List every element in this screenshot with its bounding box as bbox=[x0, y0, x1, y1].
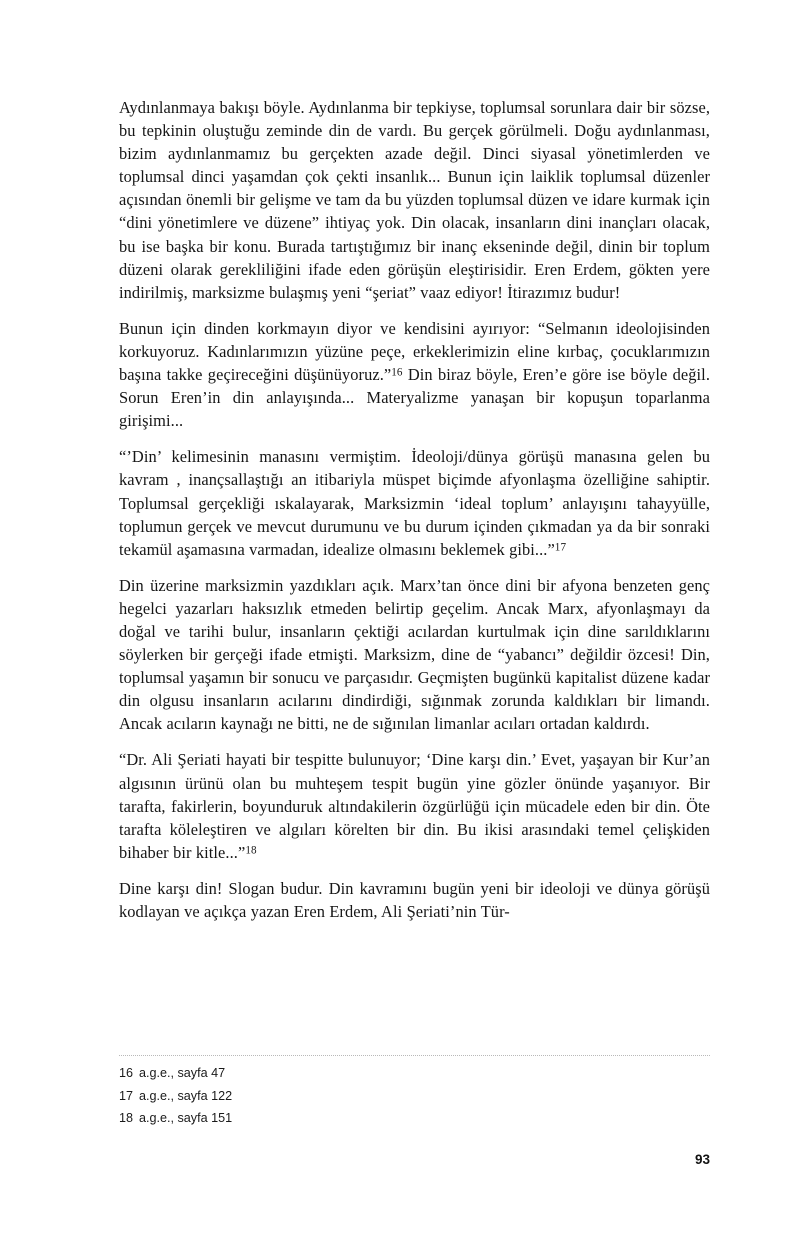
footnote-separator-rule bbox=[119, 1055, 710, 1056]
footnote-text: a.g.e., sayfa 151 bbox=[139, 1111, 233, 1125]
page-number: 93 bbox=[694, 1152, 710, 1167]
footnote-number: 16 bbox=[119, 1066, 134, 1080]
paragraph-4: Din üzerine marksizmin yazdıkları açık. Marx’tan önce dini bir afyona benzeten genç hegelci yazarları haksızlık etmeden belirtip geçelim. Ancak Marx, afyonlaşmayı da doğal ve tarihi bulur, insanların çektiği acılardan kurtulmak için dine sarıldıklarını söylerken bir gerçeği ifade etmişti. Marksizm, dine de “yabancı” değildir özcesi! Din, toplumsal yaşamın bir sonucu ve parçasıdır. Geçmişten bugünkü kapitalist düzene kadar din olgusu insanların acılarını dindirdiği, sığınmak zorunda kaldıkları bir limandı. Ancak acıların kaynağı ne bitti, ne de sığınılan limanlar acıları ortadan kaldırdı. bbox=[119, 575, 710, 734]
paragraph-5-text: “Dr. Ali Şeriati hayati bir tespitte bulunuyor; ‘Dine karşı din.’ Evet, yaşayan bir Kur’an algısının ürünü olan bu muhteşem tespit bugün yine gözler önünde yaşanıyor. Bir tarafta, fakirlerin, boyunduruk altındakilerin özgürlüğü için mücadele eden bir din. Öte tarafta köleleştiren ve algıları körelten bir din. Bu ikisi arasındaki temel çelişkiden bihaber bir kitle...” bbox=[119, 750, 710, 862]
paragraph-2 bbox=[119, 317, 710, 432]
footnote-text: a.g.e., sayfa 47 bbox=[139, 1066, 226, 1080]
paragraph-6: Dine karşı din! Slogan budur. Din kavramını bugün yeni bir ideoloji ve dünya görüşü kodlayan ve açıkça yazan Eren Erdem, Ali Şeriati’nin Tür- bbox=[119, 878, 710, 921]
footnote-number: 17 bbox=[119, 1088, 134, 1103]
paragraph-3 bbox=[119, 445, 710, 560]
paragraph-3-text: “’Din’ kelimesinin manasını vermiştim. İdeoloji/dünya görüşü manasına gelen bu kavram , inançsallaştığı an itibariyla müspet biçimde afyonlaşma özelliğine sahiptir. Toplumsal gerçekliği ıskalayarak, Marksizmin ‘ideal toplum’ anlayışını tahayyülle, toplumun gerçek ve mevcut durumunu ve bu durum içinden çıkmadan ya da bir sonraki tekamül aşamasına varmadan, idealize olmasını beklemek gibi...” bbox=[119, 447, 710, 559]
body-text-column bbox=[119, 96, 710, 923]
footnote-item bbox=[119, 1062, 710, 1085]
footnote-item bbox=[119, 1107, 710, 1130]
footnote-text: a.g.e., sayfa 122 bbox=[139, 1088, 233, 1103]
paragraph-2-tail: Din biraz böyle, Eren’e göre ise böyle değil. Sorun Eren’in din anlayışında... Materyalizme yanaşan bir kopuşun toparlanma girişimi... bbox=[119, 365, 710, 431]
footnote-area bbox=[119, 1055, 710, 1130]
footnote-marker-18[interactable]: 18 bbox=[245, 844, 257, 857]
footnote-number: 18 bbox=[119, 1111, 134, 1125]
paragraph-1: Aydınlanmaya bakışı böyle. Aydınlanma bir tepkiyse, toplumsal sorunlara dair bir sözse, bu tepkinin oluştuğu zeminde din de vardı. Bu gerçek görülmeli. Doğu aydınlanması, bizim aydınlanmamız bu gerçekten azade değil. Dinci siyasal yönetimlerden ve toplumsal dinci yaşamdan çok çekti insanlık... Bunun için laiklik toplumsal düzenler açısından önemli bir gelişme ve tam da bu yüzden toplumsal düzen ve idare kurmak için “dini yönetimlere ve düzene” ihtiyaç yok. Din olacak, insanların dini inançları olacak, bu ise başka bir konu. Burada tartıştığımız bir inanç ekseninde değil, dinin bir toplum düzeni olarak gerekliliğini ifade eden görüşün eleştirisidir. Eren Erdem, gökten yere indirilmiş, marksizme bulaşmış yeni “şeriat” vaaz ediyor! İtirazımız budur! bbox=[119, 98, 710, 302]
paragraph-5 bbox=[119, 748, 710, 863]
footnote-item bbox=[119, 1085, 710, 1108]
footnote-marker-16[interactable]: 16 bbox=[391, 366, 403, 379]
footnote-marker-17[interactable]: 17 bbox=[554, 541, 567, 554]
paragraph-2-text: Bunun için dinden korkmayın diyor ve kendisini ayırıyor: “Selmanın ideolojisinden korkuyoruz. Kadınlarımızın yüzüne peçe, erkeklerimizin eline kırbaç, çocuklarımızın başına takke geçireceğini düşünüyoruz.” bbox=[119, 318, 710, 385]
